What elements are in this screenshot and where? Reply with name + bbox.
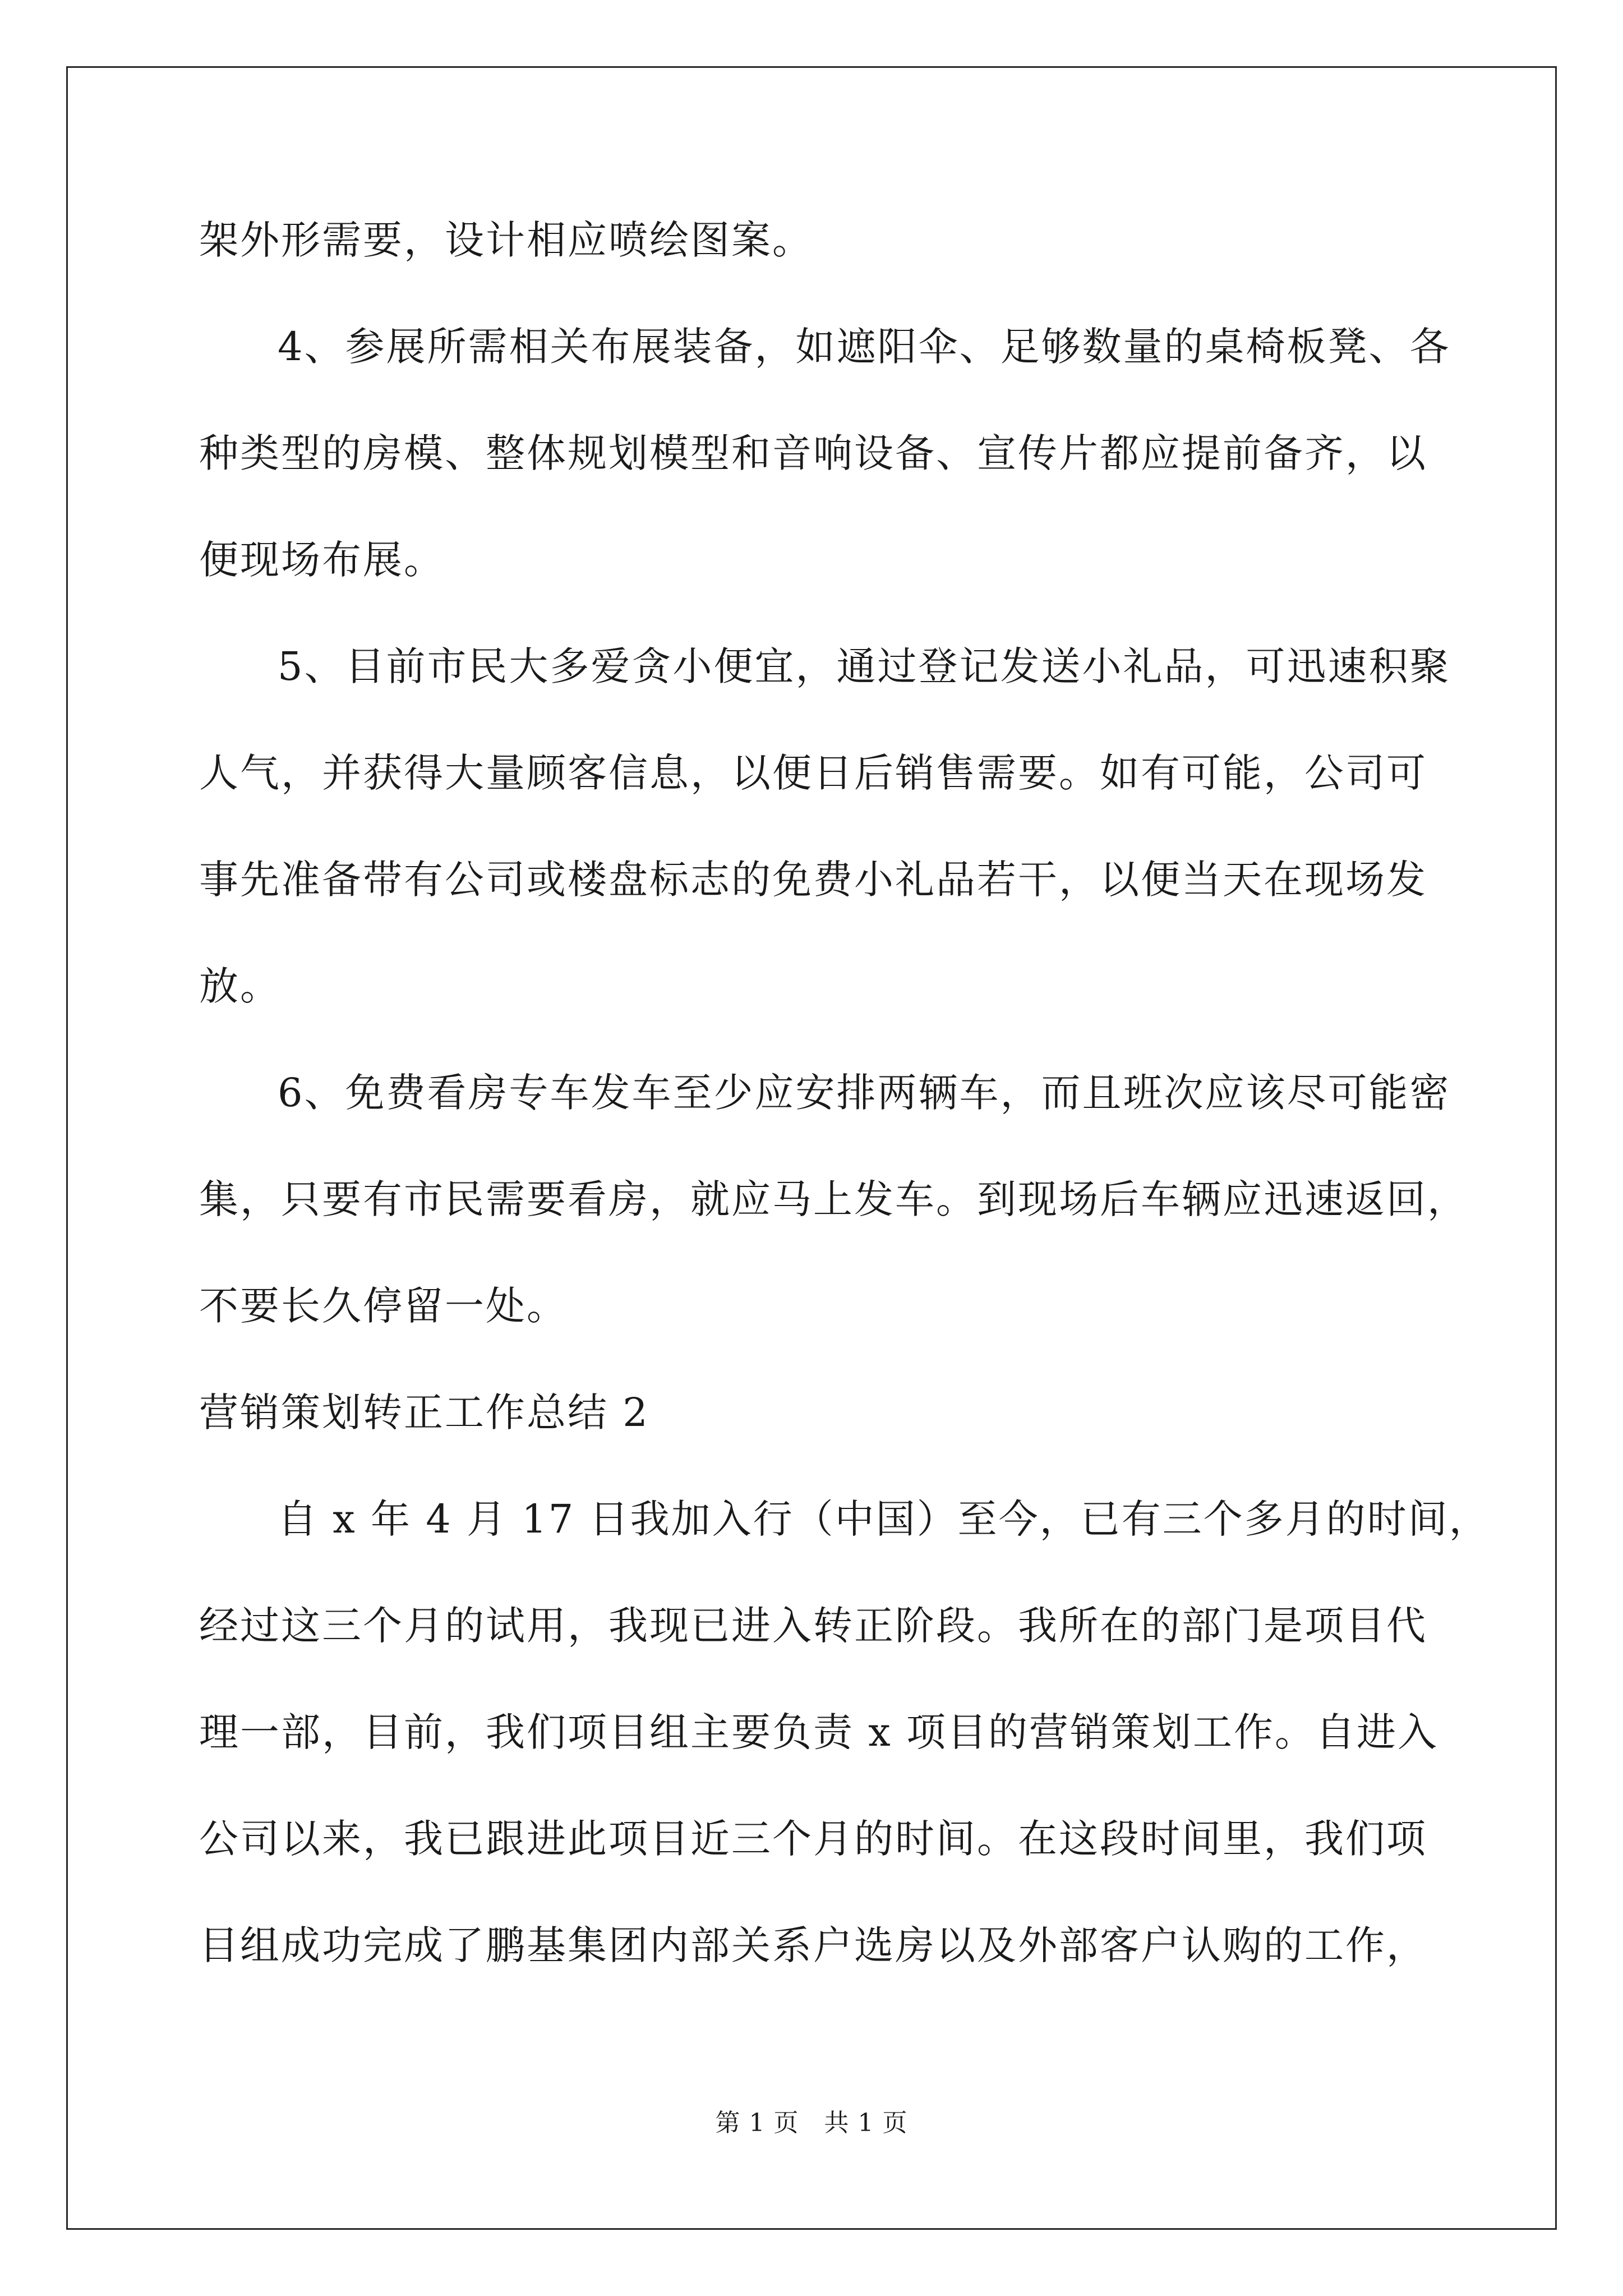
text-line: 便现场布展。 [199,537,445,583]
section-heading: 营销策划转正工作总结 2 [199,1389,649,1435]
page-border [66,66,1557,2230]
text-line: 理一部，目前，我们项目组主要负责 x 项目的营销策划工作。自进入 [199,1709,1438,1755]
text-line: 4、参展所需相关布展装备，如遮阳伞、足够数量的桌椅板凳、各 [278,324,1451,370]
text-line: 目组成功完成了鹏基集团内部关系户选房以及外部客户认购的工作， [199,1922,1427,1968]
text-line: 放。 [199,963,281,1009]
text-line: 集，只要有市民需要看房，就应马上发车。到现场后车辆应迅速返回， [199,1176,1468,1222]
text-line: 6、免费看房专车发车至少应安排两辆车，而且班次应该尽可能密 [278,1070,1451,1116]
text-line: 不要长久停留一处。 [199,1283,568,1329]
text-line: 架外形需要，设计相应喷绘图案。 [199,217,813,263]
page-footer: 第 1 页 共 1 页 [715,2109,908,2137]
text-line: 5、目前市民大多爱贪小便宜，通过登记发送小礼品，可迅速积聚 [278,643,1451,689]
text-line: 自 x 年 4 月 17 日我加入行（中国）至今，已有三个多月的时间， [278,1496,1490,1542]
text-line: 经过这三个月的试用，我现已进入转正阶段。我所在的部门是项目代 [199,1603,1427,1649]
text-line: 种类型的房模、整体规划模型和音响设备、宣传片都应提前备齐，以 [199,430,1427,476]
text-line: 公司以来，我已跟进此项目近三个月的时间。在这段时间里，我们项 [199,1816,1427,1862]
text-line: 事先准备带有公司或楼盘标志的免费小礼品若干，以便当天在现场发 [199,857,1427,903]
text-line: 人气，并获得大量顾客信息，以便日后销售需要。如有可能，公司可 [199,750,1427,796]
